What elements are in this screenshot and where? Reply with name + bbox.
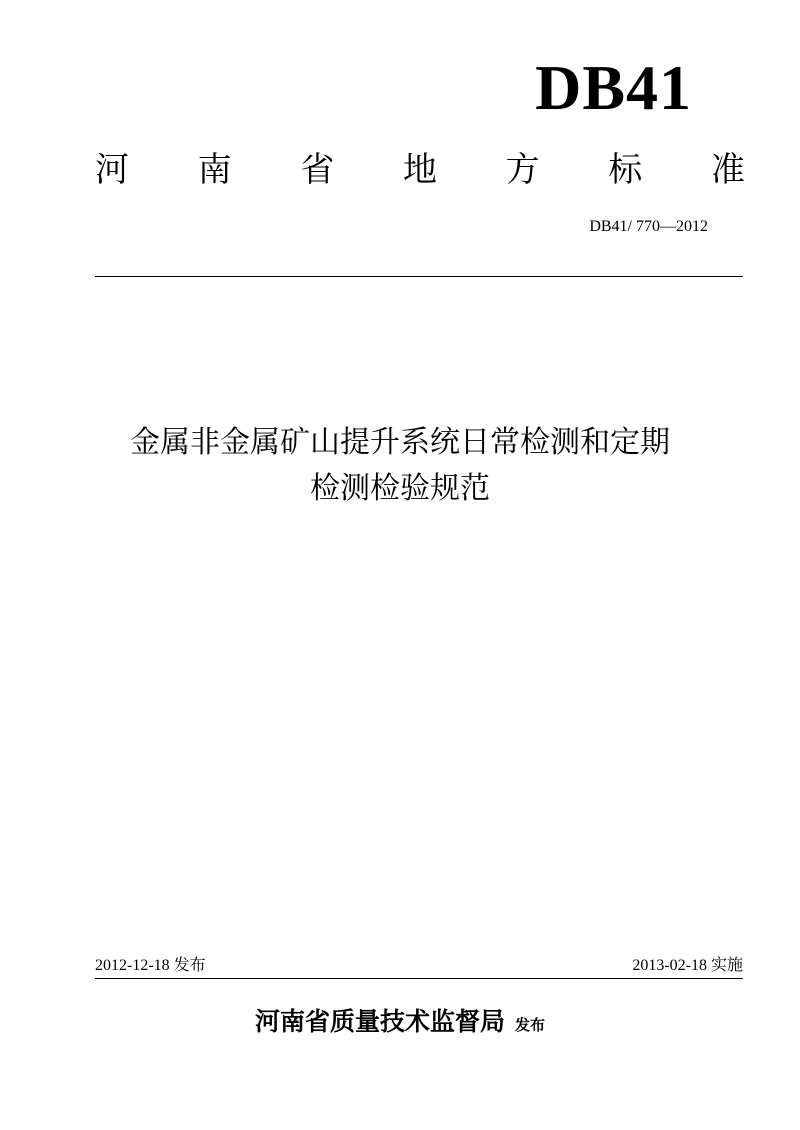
- publisher-name: 河南省质量技术监督局: [254, 1007, 505, 1036]
- document-title: [60, 420, 740, 512]
- title-char: 南: [197, 150, 232, 190]
- title-char: 方: [505, 150, 540, 190]
- publisher-line: [0, 1004, 800, 1043]
- implementation-date: 2013-02-18 实施: [632, 957, 743, 974]
- title-char: 省: [300, 150, 335, 190]
- title-char: 地: [402, 150, 437, 190]
- document-title-line-2: 检测检验规范: [310, 471, 490, 506]
- standard-code-large: DB41: [535, 52, 692, 123]
- date-row: [95, 954, 743, 978]
- standard-type-title: [95, 146, 745, 194]
- top-divider: [95, 276, 743, 277]
- title-char: 河: [95, 150, 129, 190]
- document-title-line-1: 金属非金属矿山提升系统日常检测和定期: [130, 425, 670, 460]
- bottom-divider: [95, 978, 743, 979]
- title-char: 标: [608, 150, 643, 190]
- standard-number: DB41/ 770—2012: [589, 218, 708, 235]
- issue-date: 2012-12-18 发布: [95, 957, 206, 974]
- publisher-suffix: 发布: [515, 1016, 546, 1034]
- title-char: 准: [710, 150, 745, 190]
